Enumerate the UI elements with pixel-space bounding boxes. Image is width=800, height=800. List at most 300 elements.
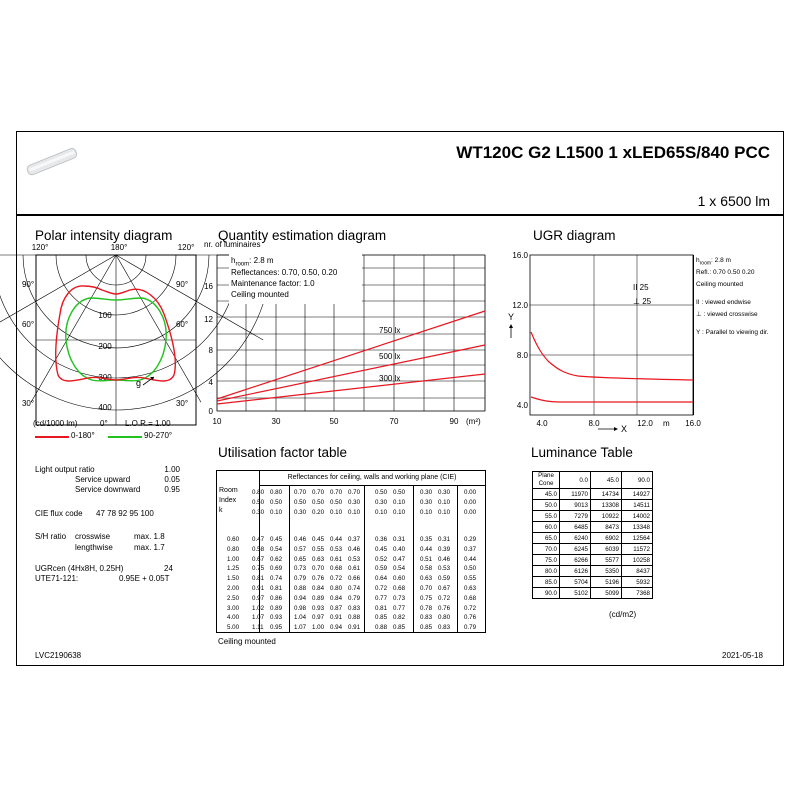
uf-refl-1-1: 0.50 bbox=[270, 499, 283, 506]
luminance-col-2: 90.0 bbox=[622, 472, 653, 489]
quantity-h-room: $h_{room}$: 2.8 m bbox=[231, 256, 274, 268]
uf-value-6-4: 0.84 bbox=[330, 594, 343, 602]
luminance-cell-0-2: 14734 bbox=[591, 489, 622, 500]
luminance-unit: (cd/m2) bbox=[609, 610, 637, 619]
uf-value-7-5: 0.83 bbox=[348, 604, 361, 612]
uf-value-2-2: 0.65 bbox=[294, 555, 307, 563]
luminance-cell-6-2: 5577 bbox=[591, 555, 622, 566]
uf-refl-2-3: 0.20 bbox=[312, 509, 325, 516]
polar-angle-180: 180° bbox=[110, 243, 128, 252]
uf-value-1-7: 0.40 bbox=[393, 545, 406, 553]
polar-title: Polar intensity diagram bbox=[35, 228, 173, 243]
luminance-cell-5-3: 11572 bbox=[622, 544, 653, 555]
uf-refl-0-8: 0.30 bbox=[420, 489, 433, 496]
uf-value-0-5: 0.37 bbox=[348, 536, 361, 543]
uf-value-1-9: 0.39 bbox=[438, 545, 451, 553]
quantity-y-tick-2: 8 bbox=[208, 346, 213, 355]
uf-value-0-9: 0.31 bbox=[438, 536, 451, 543]
uf-refl-1-9: 0.10 bbox=[438, 499, 451, 506]
uf-refl-0-2: 0.70 bbox=[294, 489, 307, 496]
quantity-y-tick-4: 0 bbox=[208, 407, 213, 416]
polar-diagram bbox=[16, 240, 216, 440]
uf-refl-2-9: 0.10 bbox=[438, 509, 451, 516]
uf-value-0-0: 0.47 bbox=[252, 536, 265, 543]
uf-value-3-9: 0.53 bbox=[438, 565, 451, 573]
luminance-cell-1-3: 14511 bbox=[622, 500, 653, 511]
uf-value-2-10: 0.44 bbox=[464, 555, 477, 563]
luminance-row bbox=[533, 489, 653, 500]
uf-value-9-0: 1.11 bbox=[252, 624, 264, 632]
quantity-title: Quantity estimation diagram bbox=[218, 228, 387, 243]
legend-c0: 0-180° bbox=[71, 431, 95, 440]
polar-angle-60-right: 60° bbox=[175, 320, 189, 329]
uf-k-0: 0.60 bbox=[227, 536, 240, 543]
uf-value-1-6: 0.45 bbox=[375, 545, 388, 553]
luminance-row bbox=[533, 544, 653, 555]
uf-value-5-5: 0.74 bbox=[348, 585, 361, 592]
quantity-line-label-0: 750 lx bbox=[379, 326, 401, 335]
ugr-x-axis: X bbox=[621, 424, 628, 434]
luminance-cell-0-1: 11970 bbox=[560, 489, 591, 500]
quantity-x-tick-4: 90 bbox=[449, 417, 459, 426]
lor-value: 1.00 bbox=[164, 465, 180, 474]
uf-value-9-1: 0.95 bbox=[270, 624, 283, 632]
uf-refl-1-7: 0.10 bbox=[393, 499, 406, 506]
uf-value-2-6: 0.52 bbox=[375, 555, 388, 563]
uf-value-6-2: 0.94 bbox=[294, 594, 307, 602]
uf-refl-2-6: 0.10 bbox=[375, 509, 388, 516]
ute-value: 0.95E + 0.05T bbox=[119, 574, 170, 583]
luminance-cell-7-3: 8437 bbox=[622, 566, 653, 577]
ugr-x-tick-2: 12.0 bbox=[637, 419, 653, 428]
uf-value-9-4: 0.94 bbox=[330, 624, 343, 632]
luminance-cell-0-3: 14927 bbox=[622, 489, 653, 500]
uf-value-9-10: 0.79 bbox=[464, 624, 477, 632]
uf-value-4-5: 0.66 bbox=[348, 575, 361, 583]
uf-value-2-4: 0.61 bbox=[330, 555, 343, 563]
luminance-cell-8-0: 85.0 bbox=[533, 577, 560, 588]
luminance-cell-7-0: 80.0 bbox=[533, 566, 560, 577]
luminance-title: Luminance Table bbox=[531, 445, 633, 460]
uf-value-4-1: 0.74 bbox=[270, 575, 283, 583]
luminance-cell-6-0: 75.0 bbox=[533, 555, 560, 566]
polar-ring-200: 200 bbox=[98, 342, 112, 351]
uf-refl-1-3: 0.50 bbox=[312, 499, 325, 506]
cie-flux-label: CIE flux code bbox=[35, 509, 83, 518]
luminance-cell-8-2: 5196 bbox=[591, 577, 622, 588]
uf-value-4-10: 0.55 bbox=[464, 575, 477, 583]
luminance-cell-3-1: 6485 bbox=[560, 522, 591, 533]
uf-refl-1-2: 0.50 bbox=[294, 499, 307, 506]
polar-ring-400: 400 bbox=[98, 403, 112, 412]
uf-value-3-5: 0.61 bbox=[348, 565, 361, 573]
luminance-cell-6-1: 6266 bbox=[560, 555, 591, 566]
uf-refl-0-10: 0.00 bbox=[464, 489, 477, 496]
uf-value-6-10: 0.68 bbox=[464, 594, 477, 602]
ugr-info-mount: Ceiling mounted bbox=[696, 281, 743, 288]
uf-value-1-4: 0.53 bbox=[330, 545, 343, 553]
luminance-header-row bbox=[533, 472, 653, 489]
uf-refl-2-5: 0.10 bbox=[348, 509, 361, 516]
quantity-mounting: Ceiling mounted bbox=[231, 290, 289, 299]
quantity-x-tick-1: 30 bbox=[271, 417, 281, 426]
luminance-cell-3-3: 13348 bbox=[622, 522, 653, 533]
uf-value-3-7: 0.54 bbox=[393, 565, 406, 573]
uf-value-8-7: 0.82 bbox=[393, 614, 406, 622]
luminance-cell-8-1: 5704 bbox=[560, 577, 591, 588]
lumen-flux: 1 x 6500 lm bbox=[697, 193, 770, 209]
quantity-y-tick-0: 16 bbox=[204, 282, 213, 291]
luminance-cell-7-2: 5350 bbox=[591, 566, 622, 577]
uf-value-3-3: 0.70 bbox=[312, 565, 325, 573]
polar-ring-100: 100 bbox=[98, 311, 112, 320]
uf-value-7-2: 0.98 bbox=[294, 604, 307, 612]
ugr-info-crosswise: ⊥ : viewed crosswise bbox=[696, 311, 758, 318]
document-date: 2021-05-18 bbox=[722, 651, 763, 660]
utilisation-grid bbox=[217, 471, 487, 634]
luminance-col-1: 45.0 bbox=[591, 472, 622, 489]
quantity-x-tick-3: 70 bbox=[389, 417, 399, 426]
uf-refl-2-0: 0.30 bbox=[252, 509, 265, 516]
uf-value-8-5: 0.88 bbox=[348, 614, 361, 622]
uf-col-rule-3 bbox=[457, 485, 458, 633]
luminance-cell-2-3: 14002 bbox=[622, 511, 653, 522]
luminance-row bbox=[533, 533, 653, 544]
uf-value-1-5: 0.46 bbox=[348, 545, 361, 553]
luminance-cell-1-2: 13308 bbox=[591, 500, 622, 511]
luminance-row bbox=[533, 511, 653, 522]
uf-value-3-10: 0.50 bbox=[464, 565, 477, 573]
uf-value-3-4: 0.68 bbox=[330, 565, 343, 573]
ugr-y-tick-3: 4.0 bbox=[516, 401, 528, 410]
uf-refl-1-4: 0.50 bbox=[330, 499, 343, 506]
uf-value-7-0: 1.02 bbox=[252, 604, 265, 612]
uf-value-7-10: 0.72 bbox=[464, 604, 477, 612]
uf-value-5-0: 0.91 bbox=[252, 585, 265, 592]
uf-value-5-10: 0.63 bbox=[464, 585, 477, 592]
polar-angle-120-left: 120° bbox=[31, 243, 49, 252]
utilisation-title: Utilisation factor table bbox=[218, 445, 348, 460]
ugr-y-tick-1: 12.0 bbox=[512, 301, 528, 310]
uf-value-5-7: 0.68 bbox=[393, 585, 406, 592]
quantity-y-title: nr. of luminaires bbox=[204, 240, 261, 249]
polar-ring-300: 300 bbox=[98, 373, 112, 382]
luminance-cell-3-2: 8473 bbox=[591, 522, 622, 533]
ugr-diagram bbox=[500, 240, 700, 440]
uf-value-1-3: 0.55 bbox=[312, 545, 325, 553]
luminance-row bbox=[533, 500, 653, 511]
uf-refl-1-0: 0.50 bbox=[252, 499, 265, 506]
ugr-info-y: Y : Parallel to viewing dir. bbox=[696, 329, 769, 336]
uf-value-8-2: 1.04 bbox=[294, 614, 307, 622]
luminance-cell-0-0: 45.0 bbox=[533, 489, 560, 500]
quantity-reflectances: Reflectances: 0.70, 0.50, 0.20 bbox=[231, 268, 338, 277]
uf-refl-2-10: 0.00 bbox=[464, 509, 477, 516]
luminance-row bbox=[533, 522, 653, 533]
uf-value-4-2: 0.79 bbox=[294, 575, 307, 583]
uf-k-6: 2.50 bbox=[227, 594, 240, 602]
uf-value-7-6: 0.81 bbox=[375, 604, 388, 612]
luminance-cell-4-1: 6240 bbox=[560, 533, 591, 544]
ugr-cen-label: UGRcen (4Hx8H, 0.25H) bbox=[35, 564, 124, 573]
luminance-table bbox=[532, 471, 653, 599]
uf-refl-2-8: 0.10 bbox=[420, 509, 433, 516]
uf-value-1-10: 0.37 bbox=[464, 545, 477, 553]
uf-refl-0-1: 0.80 bbox=[270, 489, 283, 496]
uf-value-6-1: 0.86 bbox=[270, 594, 283, 602]
uf-k-3: 1.25 bbox=[227, 565, 240, 573]
uf-value-9-2: 1.07 bbox=[294, 624, 307, 632]
uf-refl-2-4: 0.10 bbox=[330, 509, 343, 516]
uf-value-6-3: 0.89 bbox=[312, 594, 325, 602]
uf-value-5-9: 0.67 bbox=[438, 585, 451, 592]
uf-k-9: 5.00 bbox=[227, 624, 240, 632]
utilisation-mounting: Ceiling mounted bbox=[218, 637, 276, 646]
uf-refl-2-7: 0.10 bbox=[393, 509, 406, 516]
quantity-line-0 bbox=[217, 311, 485, 399]
polar-unit: (cd/1000 lm) bbox=[33, 419, 78, 428]
lor-label: Light output ratio bbox=[35, 465, 95, 474]
utilisation-header: Reflectances for ceiling, walls and working plane (CIE) bbox=[287, 474, 457, 481]
luminance-cell-4-3: 12564 bbox=[622, 533, 653, 544]
uf-k-8: 4.00 bbox=[227, 614, 240, 622]
luminance-cell-5-1: 6245 bbox=[560, 544, 591, 555]
uf-value-3-0: 0.75 bbox=[252, 565, 265, 573]
quantity-y-tick-1: 12 bbox=[204, 315, 213, 324]
luminance-cell-3-0: 60.0 bbox=[533, 522, 560, 533]
luminance-cell-2-0: 55.0 bbox=[533, 511, 560, 522]
utilisation-table bbox=[216, 470, 486, 633]
uf-value-0-8: 0.35 bbox=[420, 536, 433, 543]
luminance-cell-2-1: 7279 bbox=[560, 511, 591, 522]
sh-crosswise-value: max. 1.8 bbox=[134, 532, 165, 541]
uf-col-rule-1 bbox=[364, 485, 365, 633]
ugr-curve-crosswise bbox=[531, 397, 693, 402]
uf-k-5: 2.00 bbox=[227, 585, 240, 592]
service-down-label: Service downward bbox=[75, 485, 141, 494]
uf-value-8-0: 1.07 bbox=[252, 614, 265, 622]
cie-flux-value: 47 78 92 95 100 bbox=[96, 509, 154, 518]
uf-value-0-6: 0.36 bbox=[375, 536, 388, 543]
uf-k-1: 0.80 bbox=[227, 545, 240, 553]
legend-line-c90 bbox=[108, 436, 142, 438]
luminance-cell-1-0: 50.0 bbox=[533, 500, 560, 511]
uf-value-8-8: 0.83 bbox=[420, 614, 433, 622]
legend-c90: 90-270° bbox=[144, 431, 173, 440]
quantity-x-unit: (m²) bbox=[466, 417, 481, 426]
uf-value-7-8: 0.78 bbox=[420, 604, 433, 612]
luminance-row bbox=[533, 577, 653, 588]
uf-refl-0-5: 0.70 bbox=[348, 489, 361, 496]
ugr-x-unit: m bbox=[663, 419, 670, 428]
uf-value-4-8: 0.63 bbox=[420, 575, 433, 583]
uf-value-4-4: 0.72 bbox=[330, 575, 343, 583]
quantity-line-1 bbox=[217, 345, 485, 401]
sh-crosswise-label: crosswise bbox=[75, 532, 111, 541]
light-output-block bbox=[35, 465, 180, 495]
uf-refl-2-1: 0.10 bbox=[270, 509, 283, 516]
uf-refl-0-7: 0.50 bbox=[393, 489, 406, 496]
polar-angle-120-right: 120° bbox=[177, 243, 195, 252]
ugr-y-tick-0: 16.0 bbox=[512, 251, 528, 260]
uf-value-5-8: 0.70 bbox=[420, 585, 433, 592]
uf-k-4: 1.50 bbox=[227, 575, 240, 583]
utilisation-room-label: Room Index k bbox=[219, 487, 238, 514]
service-up-value: 0.05 bbox=[164, 475, 180, 484]
luminance-cell-9-1: 5102 bbox=[560, 588, 591, 599]
ugr-title: UGR diagram bbox=[533, 228, 616, 243]
quantity-x-tick-0: 10 bbox=[212, 417, 222, 426]
uf-value-3-1: 0.69 bbox=[270, 565, 283, 573]
luminance-row bbox=[533, 588, 653, 599]
uf-value-1-2: 0.57 bbox=[294, 545, 307, 553]
uf-value-1-0: 0.58 bbox=[252, 545, 265, 553]
uf-value-4-7: 0.60 bbox=[393, 575, 406, 583]
uf-value-1-1: 0.54 bbox=[270, 545, 283, 553]
uf-refl-0-0: 0.80 bbox=[252, 489, 265, 496]
uf-value-6-5: 0.79 bbox=[348, 594, 361, 602]
uf-value-6-6: 0.77 bbox=[375, 594, 388, 602]
legend-line-c0 bbox=[35, 436, 69, 438]
polar-angle-90-right: 90° bbox=[175, 280, 189, 289]
quantity-y-tick-3: 4 bbox=[208, 378, 213, 387]
ugr-cen-value: 24 bbox=[164, 564, 173, 573]
uf-value-3-2: 0.73 bbox=[294, 565, 307, 573]
uf-value-7-1: 0.89 bbox=[270, 604, 283, 612]
ugr-x-tick-3: 16.0 bbox=[685, 419, 701, 428]
uf-value-0-4: 0.44 bbox=[330, 536, 343, 543]
polar-g-label: g bbox=[136, 378, 142, 388]
uf-value-6-0: 0.97 bbox=[252, 594, 265, 602]
luminance-cell-1-1: 9013 bbox=[560, 500, 591, 511]
uf-value-9-9: 0.83 bbox=[438, 624, 451, 632]
uf-value-2-5: 0.53 bbox=[348, 555, 361, 563]
luminance-cell-4-0: 65.0 bbox=[533, 533, 560, 544]
uf-value-7-9: 0.76 bbox=[438, 604, 451, 612]
ugr-info-endwise: II : viewed endwise bbox=[696, 299, 751, 306]
polar-lor: L.O.R.= 1.00 bbox=[125, 419, 171, 428]
uf-refl-1-5: 0.30 bbox=[348, 499, 361, 506]
uf-value-2-8: 0.51 bbox=[420, 555, 433, 563]
uf-k-2: 1.00 bbox=[227, 555, 240, 563]
uf-value-8-10: 0.76 bbox=[464, 614, 477, 622]
quantity-line-2 bbox=[217, 374, 485, 404]
uf-value-0-7: 0.31 bbox=[393, 536, 406, 543]
luminance-cell-7-1: 6126 bbox=[560, 566, 591, 577]
uf-value-4-3: 0.76 bbox=[312, 575, 325, 583]
uf-value-9-6: 0.88 bbox=[375, 624, 388, 632]
uf-value-0-1: 0.45 bbox=[270, 536, 283, 543]
uf-value-9-7: 0.85 bbox=[393, 624, 406, 632]
luminance-col-0: 0.0 bbox=[560, 472, 591, 489]
ugr-curve-endwise bbox=[531, 332, 693, 380]
uf-k-7: 3.00 bbox=[227, 604, 240, 612]
uf-value-3-8: 0.58 bbox=[420, 565, 433, 573]
uf-value-6-9: 0.72 bbox=[438, 594, 451, 602]
luminance-row bbox=[533, 566, 653, 577]
uf-value-8-1: 0.93 bbox=[270, 614, 283, 622]
luminance-row bbox=[533, 555, 653, 566]
ute-label: UTE71-121: bbox=[35, 574, 79, 583]
quantity-maintenance: Maintenance factor: 1.0 bbox=[231, 279, 315, 288]
uf-value-4-0: 0.81 bbox=[252, 575, 265, 583]
uf-value-2-9: 0.46 bbox=[438, 555, 451, 563]
uf-value-5-6: 0.72 bbox=[375, 585, 388, 592]
uf-col-rule-2 bbox=[413, 485, 414, 633]
quantity-x-tick-2: 50 bbox=[329, 417, 339, 426]
uf-value-8-6: 0.85 bbox=[375, 614, 388, 622]
uf-value-4-9: 0.59 bbox=[438, 575, 451, 583]
uf-refl-0-3: 0.70 bbox=[312, 489, 325, 496]
luminance-cell-5-2: 6039 bbox=[591, 544, 622, 555]
sh-lengthwise-value: max. 1.7 bbox=[134, 543, 165, 552]
uf-value-0-3: 0.45 bbox=[312, 536, 325, 543]
ugr-legend-endwise: II 25 bbox=[633, 283, 649, 292]
uf-value-2-7: 0.47 bbox=[393, 555, 406, 563]
polar-zero: 0° bbox=[100, 419, 108, 428]
product-title: WT120C G2 L1500 1 xLED65S/840 PCC bbox=[456, 143, 770, 162]
polar-angle-30-left: 30° bbox=[21, 399, 35, 408]
uf-value-8-3: 0.97 bbox=[312, 614, 325, 622]
uf-value-9-3: 1.00 bbox=[312, 624, 325, 632]
polar-angle-30-right: 30° bbox=[175, 399, 189, 408]
document-code: LVC2190638 bbox=[35, 651, 82, 660]
luminance-cell-6-3: 10258 bbox=[622, 555, 653, 566]
uf-value-6-7: 0.73 bbox=[393, 594, 406, 602]
uf-value-7-4: 0.87 bbox=[330, 604, 343, 612]
uf-value-5-1: 0.81 bbox=[270, 585, 283, 592]
uf-refl-1-6: 0.30 bbox=[375, 499, 388, 506]
uf-refl-2-2: 0.30 bbox=[294, 509, 307, 516]
uf-value-0-2: 0.46 bbox=[294, 536, 307, 543]
ugr-info-refl: Refl.: 0.70 0.50 0.20 bbox=[696, 269, 755, 276]
uf-value-7-3: 0.93 bbox=[312, 604, 325, 612]
quantity-line-label-1: 500 lx bbox=[379, 352, 401, 361]
uf-value-5-3: 0.84 bbox=[312, 585, 325, 592]
uf-refl-0-4: 0.70 bbox=[330, 489, 343, 496]
ugr-y-axis: Y bbox=[508, 312, 515, 322]
quantity-line-label-2: 300 lx bbox=[379, 374, 401, 383]
luminance-cell-9-0: 90.0 bbox=[533, 588, 560, 599]
uf-value-9-8: 0.85 bbox=[420, 624, 433, 632]
uf-refl-1-8: 0.30 bbox=[420, 499, 433, 506]
uf-value-2-1: 0.62 bbox=[270, 555, 283, 563]
sh-ratio-label: S/H ratio bbox=[35, 532, 67, 541]
uf-value-5-4: 0.80 bbox=[330, 585, 343, 592]
polar-angle-60-left: 60° bbox=[21, 320, 35, 329]
uf-value-8-9: 0.80 bbox=[438, 614, 451, 622]
luminance-cell-2-2: 10922 bbox=[591, 511, 622, 522]
uf-value-5-2: 0.88 bbox=[294, 585, 307, 592]
uf-value-1-8: 0.44 bbox=[420, 545, 433, 553]
uf-refl-0-9: 0.30 bbox=[438, 489, 451, 496]
uf-refl-0-6: 0.50 bbox=[375, 489, 388, 496]
sh-lengthwise-label: lengthwise bbox=[75, 543, 113, 552]
uf-value-2-3: 0.63 bbox=[312, 555, 325, 563]
ugr-legend-crosswise: ⊥ 25 bbox=[633, 297, 652, 306]
luminance-cell-8-3: 5932 bbox=[622, 577, 653, 588]
luminance-cell-5-0: 70.0 bbox=[533, 544, 560, 555]
uf-value-6-8: 0.75 bbox=[420, 594, 433, 602]
uf-value-7-7: 0.77 bbox=[393, 604, 406, 612]
ugr-info-h: $h_{room}$: 2.8 m bbox=[696, 257, 731, 267]
uf-refl-1-10: 0.00 bbox=[464, 499, 477, 506]
polar-angle-90-left: 90° bbox=[21, 280, 35, 289]
luminance-cell-4-2: 6902 bbox=[591, 533, 622, 544]
uf-value-3-6: 0.59 bbox=[375, 565, 388, 573]
ugr-x-tick-1: 8.0 bbox=[588, 419, 600, 428]
uf-value-2-0: 0.67 bbox=[252, 555, 265, 563]
